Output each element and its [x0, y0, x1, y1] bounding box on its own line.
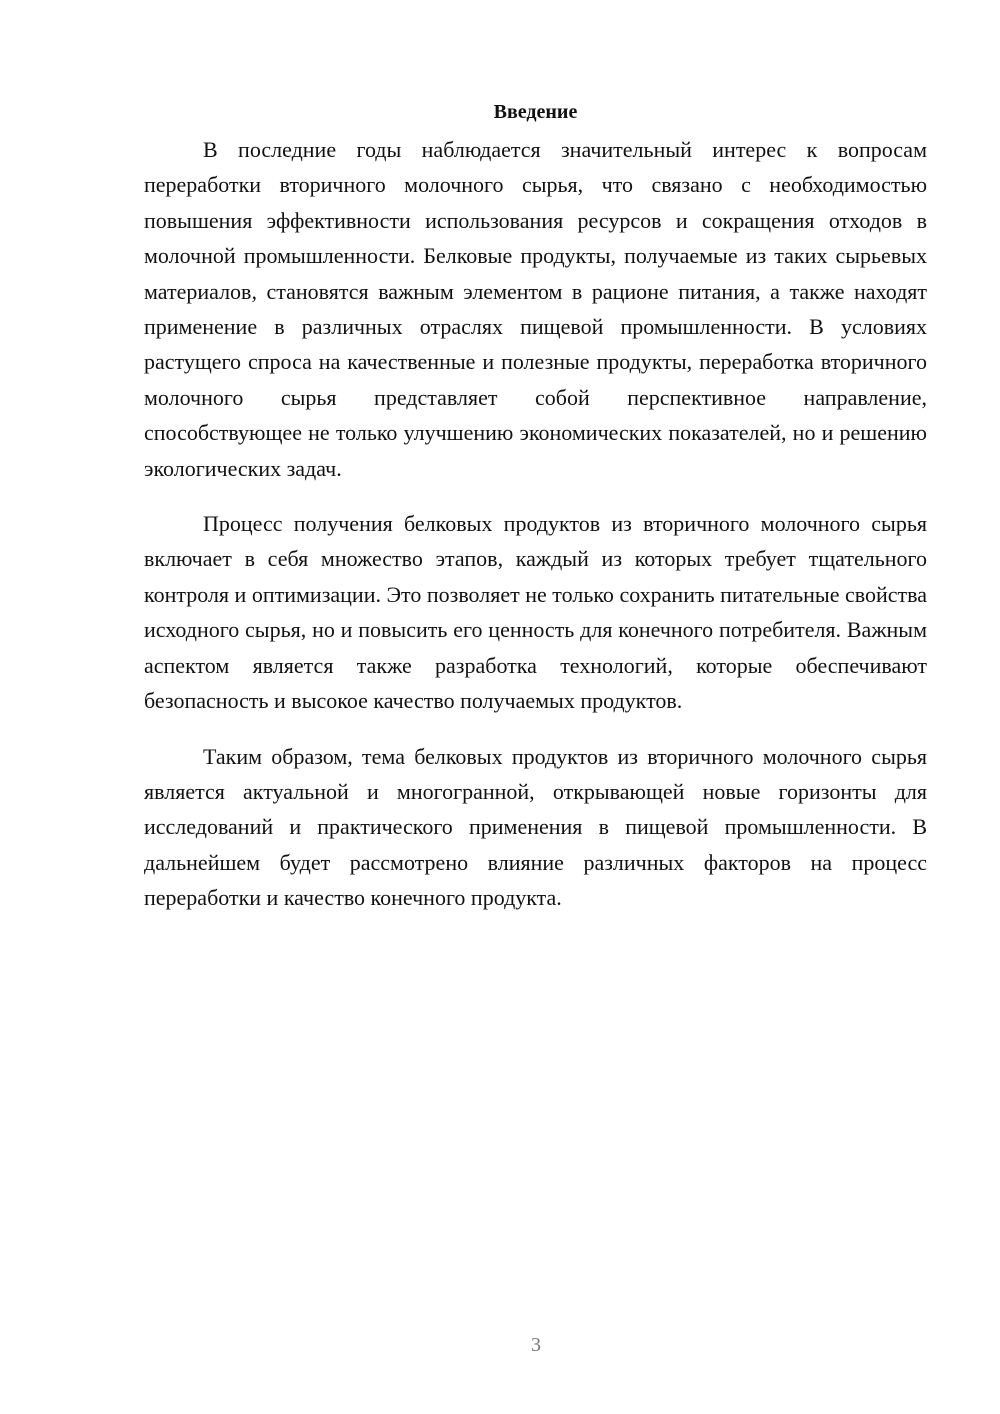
- paragraph-3: Таким образом, тема белковых продуктов из вторичного молочного сырья является актуальной и многогранной, открывающей новые горизонты для исследований и практического применения в пищевой промышленности. В дальнейшем будет рассмотрено влияние различных факторов на процесс переработки и качество конечного продукта.: [144, 743, 927, 911]
- page-content: [144, 98, 927, 936]
- paragraph-1: В последние годы наблюдается значительный интерес к вопросам переработки вторичного молочного сырья, что связано с необходимостью повышения эффективности использования ресурсов и сокращения отходов в молочной промышленности. Белковые продукты, получаемые из таких сырьевых материалов, становятся важным элементом в рационе питания, а также находят применение в различных отраслях пищевой промышленности. В условиях растущего спроса на качественные и полезные продукты, переработка вторичного молочного сырья представляет собой перспективное направление, способствующее не только улучшению экономических показателей, но и решению экологических задач.: [144, 137, 927, 481]
- section-heading: Введение: [493, 101, 578, 123]
- paragraph-2: Процесс получения белковых продуктов из вторичного молочного сырья включает в себя множество этапов, каждый из которых требует тщательного контроля и оптимизации. Это позволяет не только сохранить питательные свойства исходного сырья, но и повысить его ценность для конечного потребителя. Важным аспектом является также разработка технологий, которые обеспечивают безопасность и высокое качество получаемых продуктов.: [144, 511, 927, 714]
- page-number: 3: [531, 1334, 541, 1356]
